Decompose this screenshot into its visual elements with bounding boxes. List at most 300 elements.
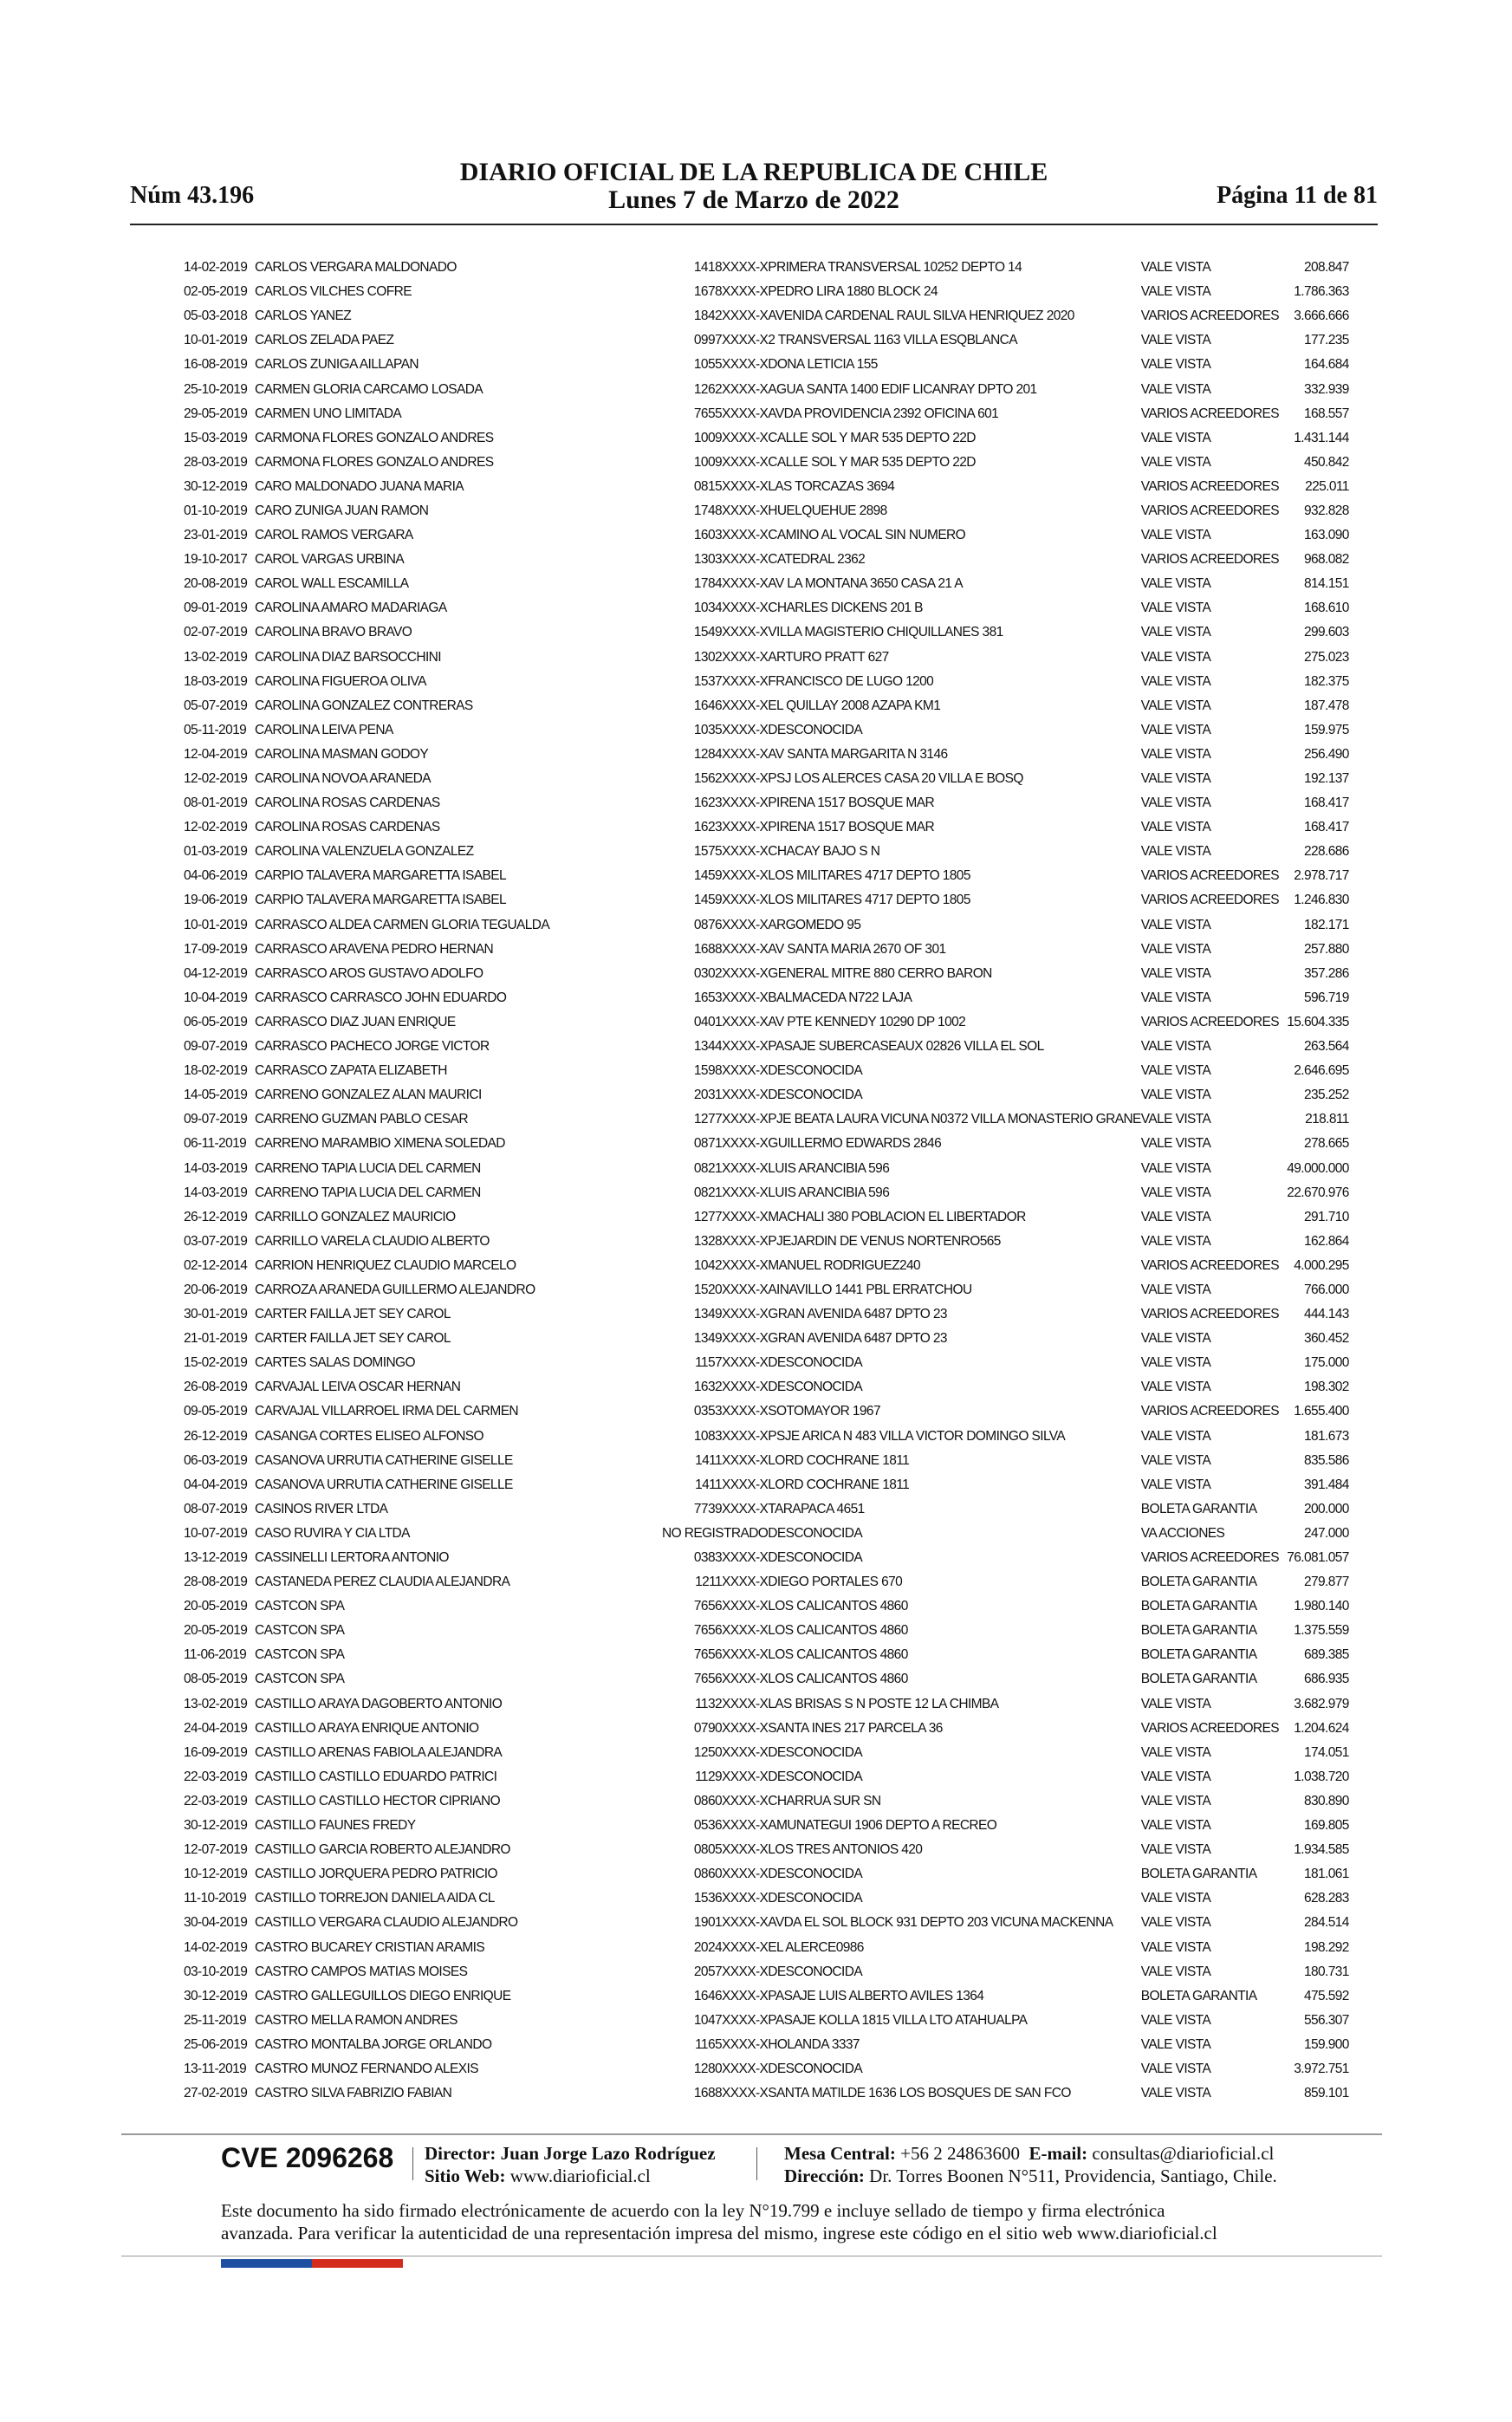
record-payment-type: VALE VISTA xyxy=(1140,1355,1211,1371)
record-amount: 299.603 xyxy=(1303,625,1349,640)
record-payment-type: VARIOS ACREEDORES xyxy=(1140,1550,1279,1566)
record-amount: 556.307 xyxy=(1303,2012,1349,2028)
table-row xyxy=(184,1862,1349,1886)
legal-notice-line: avanzada. Para verificar la autenticidad de una representación impresa del mismo, ingrese este código en el sitio web www.diarioficial.cl xyxy=(221,2223,1217,2243)
record-amount: 180.731 xyxy=(1303,1964,1349,1979)
record-amount: 1.204.624 xyxy=(1294,1720,1349,1736)
record-amount: 4.000.295 xyxy=(1294,1257,1349,1273)
record-date: 05-03-2018 xyxy=(184,308,248,324)
record-address: DESCONOCIDA xyxy=(768,722,863,737)
record-name: CASTRO GALLEGUILLOS DIEGO ENRIQUE xyxy=(255,1988,511,2003)
record-amount: 332.939 xyxy=(1303,381,1349,397)
record-amount: 450.842 xyxy=(1303,454,1349,470)
record-date: 30-04-2019 xyxy=(184,1915,248,1931)
record-address: DESCONOCIDA xyxy=(768,1744,863,1760)
record-name: CAROLINA VALENZUELA GONZALEZ xyxy=(255,844,474,860)
record-address: LUIS ARANCIBIA 596 xyxy=(768,1160,890,1176)
table-row xyxy=(184,548,1349,572)
record-name: CASTRO CAMPOS MATIAS MOISES xyxy=(255,1964,468,1979)
record-payment-type: VALE VISTA xyxy=(1140,1477,1211,1492)
record-amount: 168.610 xyxy=(1303,601,1349,616)
record-date: 13-02-2019 xyxy=(184,649,248,665)
record-rut: 1411XXXX-X xyxy=(695,1452,769,1468)
table-row xyxy=(184,1984,1349,2009)
footer-director-block xyxy=(425,2142,716,2187)
table-row xyxy=(184,426,1349,451)
record-amount: 174.051 xyxy=(1303,1744,1349,1760)
record-address: LOS CALICANTOS 4860 xyxy=(768,1599,908,1614)
legal-notice-line: Este documento ha sido firmado electrónicamente de acuerdo con la ley N°19.799 e incluye sellado de tiempo y firma electrónica xyxy=(221,2200,1165,2221)
table-row xyxy=(184,1132,1349,1156)
table-row xyxy=(184,1667,1349,1692)
record-amount: 247.000 xyxy=(1303,1525,1349,1541)
record-rut: 1688XXXX-X xyxy=(693,941,769,957)
record-name: CARLOS VILCHES COFRE xyxy=(255,284,412,300)
record-address: PASAJE LUIS ALBERTO AVILES 1364 xyxy=(768,1988,984,2003)
record-rut: 1349XXXX-X xyxy=(693,1331,769,1347)
record-rut: 1623XXXX-X xyxy=(693,820,769,835)
record-rut: 1632XXXX-X xyxy=(693,1380,769,1395)
record-date: 13-12-2019 xyxy=(184,1550,248,1566)
record-rut: 1277XXXX-X xyxy=(693,1209,769,1224)
record-date: 08-05-2019 xyxy=(184,1672,248,1687)
record-amount: 218.811 xyxy=(1305,1112,1349,1127)
record-amount: 181.061 xyxy=(1303,1867,1349,1882)
record-address: GRAN AVENIDA 6487 DPTO 23 xyxy=(768,1331,947,1347)
header-divider xyxy=(130,224,1378,225)
record-address: LUIS ARANCIBIA 596 xyxy=(768,1185,890,1200)
record-date: 20-05-2019 xyxy=(184,1623,248,1639)
record-payment-type: VALE VISTA xyxy=(1140,698,1211,713)
record-address: DESCONOCIDA xyxy=(768,2061,863,2076)
record-date: 11-10-2019 xyxy=(184,1891,247,1906)
record-payment-type: VALE VISTA xyxy=(1140,284,1211,300)
record-rut: 1132XXXX-X xyxy=(695,1696,769,1711)
record-date: 12-02-2019 xyxy=(184,820,248,835)
record-payment-type: BOLETA GARANTIA xyxy=(1140,1647,1257,1663)
record-address: SANTA INES 217 PARCELA 36 xyxy=(768,1720,943,1736)
table-row xyxy=(184,1230,1349,1254)
record-address: DESCONOCIDA xyxy=(768,1769,863,1784)
address-label: Dirección: xyxy=(784,2166,865,2186)
record-date: 02-12-2014 xyxy=(184,1257,248,1273)
records-table xyxy=(184,256,1349,2106)
record-rut: 1748XXXX-X xyxy=(693,503,769,518)
record-amount: 3.666.666 xyxy=(1294,308,1349,324)
record-date: 20-05-2019 xyxy=(184,1599,248,1614)
record-rut: 1549XXXX-X xyxy=(693,625,769,640)
record-payment-type: VALE VISTA xyxy=(1140,2061,1211,2076)
record-address: AV LA MONTANA 3650 CASA 21 A xyxy=(768,576,963,592)
record-name: CASTILLO JORQUERA PEDRO PATRICIO xyxy=(255,1867,497,1882)
table-row xyxy=(184,1010,1349,1035)
record-address: LORD COCHRANE 1811 xyxy=(768,1452,910,1468)
table-row xyxy=(184,377,1349,401)
record-rut: 1520XXXX-X xyxy=(693,1282,769,1297)
record-payment-type: VALE VISTA xyxy=(1140,333,1211,348)
website-line xyxy=(425,2165,716,2187)
table-row xyxy=(184,694,1349,718)
table-row xyxy=(184,913,1349,938)
record-name: CASTILLO CASTILLO HECTOR CIPRIANO xyxy=(255,1793,501,1808)
record-address: GRAN AVENIDA 6487 DPTO 23 xyxy=(768,1307,947,1322)
record-name: CASTILLO ARAYA DAGOBERTO ANTONIO xyxy=(255,1696,503,1711)
record-amount: 1.431.144 xyxy=(1294,430,1349,445)
record-rut: 1418XXXX-X xyxy=(693,260,769,276)
record-amount: 284.514 xyxy=(1303,1915,1349,1931)
table-row xyxy=(184,1035,1349,1059)
record-date: 30-12-2019 xyxy=(184,1988,248,2003)
record-amount: 181.673 xyxy=(1303,1428,1349,1444)
record-address: DESCONOCIDA xyxy=(768,1891,863,1906)
record-rut: 7656XXXX-X xyxy=(693,1647,769,1663)
record-name: CARRENO GONZALEZ ALAN MAURICI xyxy=(255,1088,482,1103)
record-payment-type: VALE VISTA xyxy=(1140,673,1211,689)
table-row xyxy=(184,1425,1349,1449)
record-name: CAROL RAMOS VERGARA xyxy=(255,528,413,543)
record-address: LOS CALICANTOS 4860 xyxy=(768,1623,908,1639)
table-row xyxy=(184,1205,1349,1230)
table-row xyxy=(184,864,1349,888)
record-date: 09-07-2019 xyxy=(184,1039,248,1055)
record-address: PSJE ARICA N 483 VILLA VICTOR DOMINGO SILVA xyxy=(768,1428,1066,1444)
record-date: 05-07-2019 xyxy=(184,698,248,713)
record-amount: 225.011 xyxy=(1305,478,1349,494)
record-payment-type: VALE VISTA xyxy=(1140,990,1211,1005)
record-name: CARLOS ZELADA PAEZ xyxy=(255,333,394,348)
record-date: 30-12-2019 xyxy=(184,1818,248,1834)
record-rut: 2057XXXX-X xyxy=(693,1964,769,1979)
record-name: CARMEN GLORIA CARCAMO LOSADA xyxy=(255,381,483,397)
record-address: CALLE SOL Y MAR 535 DEPTO 22D xyxy=(768,430,976,445)
record-address: EL ALERCE0986 xyxy=(768,1939,864,1955)
record-name: CARTER FAILLA JET SEY CAROL xyxy=(255,1307,451,1322)
table-row xyxy=(184,596,1349,620)
table-row xyxy=(184,1083,1349,1107)
record-name: CARRENO MARAMBIO XIMENA SOLEDAD xyxy=(255,1136,505,1152)
record-name: CARRASCO DIAZ JUAN ENRIQUE xyxy=(255,1014,456,1029)
record-address: DESCONOCIDA xyxy=(768,1355,863,1371)
record-date: 26-12-2019 xyxy=(184,1428,248,1444)
record-address: VILLA MAGISTERIO CHIQUILLANES 381 xyxy=(768,625,1003,640)
record-date: 01-03-2019 xyxy=(184,844,248,860)
record-rut: 1842XXXX-X xyxy=(693,308,769,324)
footer-separator xyxy=(412,2147,413,2180)
record-payment-type: BOLETA GARANTIA xyxy=(1140,1988,1257,2003)
table-row xyxy=(184,1473,1349,1497)
table-row xyxy=(184,1570,1349,1594)
table-row xyxy=(184,304,1349,328)
record-amount: 275.023 xyxy=(1303,649,1349,665)
record-rut: 0353XXXX-X xyxy=(693,1404,769,1419)
record-payment-type: VALE VISTA xyxy=(1140,1428,1211,1444)
record-rut: 1280XXXX-X xyxy=(693,2061,769,2076)
record-payment-type: VALE VISTA xyxy=(1140,430,1211,445)
record-amount: 208.847 xyxy=(1303,260,1349,276)
record-amount: 200.000 xyxy=(1303,1501,1349,1516)
record-name: CARRILLO GONZALEZ MAURICIO xyxy=(255,1209,456,1224)
record-payment-type: VALE VISTA xyxy=(1140,1112,1211,1127)
record-amount: 3.682.979 xyxy=(1294,1696,1349,1711)
director-line xyxy=(425,2142,716,2165)
record-rut: 1035XXXX-X xyxy=(693,722,769,737)
record-rut: 1623XXXX-X xyxy=(693,795,769,811)
table-row xyxy=(184,1911,1349,1935)
record-address: MACHALI 380 POBLACION EL LIBERTADOR xyxy=(768,1209,1026,1224)
record-payment-type: VALE VISTA xyxy=(1140,722,1211,737)
record-payment-type: VALE VISTA xyxy=(1140,1380,1211,1395)
record-address: DESCONOCIDA xyxy=(768,1063,863,1079)
record-address: SANTA MATILDE 1636 LOS BOSQUES DE SAN FCO xyxy=(768,2086,1071,2101)
record-name: CASTILLO TORREJON DANIELA AIDA CL xyxy=(255,1891,495,1906)
record-payment-type: VALE VISTA xyxy=(1140,1160,1211,1176)
publication-title: DIARIO OFICIAL DE LA REPUBLICA DE CHILE xyxy=(459,158,1048,186)
record-amount: 76.081.057 xyxy=(1287,1550,1349,1566)
record-payment-type: VALE VISTA xyxy=(1140,2086,1211,2101)
record-date: 17-09-2019 xyxy=(184,941,248,957)
record-name: CASTILLO VERGARA CLAUDIO ALEJANDRO xyxy=(255,1915,518,1931)
record-payment-type: VALE VISTA xyxy=(1140,1233,1211,1249)
record-payment-type: VALE VISTA xyxy=(1140,454,1211,470)
record-name: CASTRO MELLA RAMON ANDRES xyxy=(255,2012,457,2028)
table-row xyxy=(184,402,1349,426)
record-amount: 164.684 xyxy=(1303,357,1349,373)
record-name: CASTCON SPA xyxy=(255,1647,345,1663)
record-name: CASTRO MUNOZ FERNANDO ALEXIS xyxy=(255,2061,478,2076)
record-name: CASTCON SPA xyxy=(255,1623,345,1639)
record-payment-type: VA ACCIONES xyxy=(1140,1525,1225,1541)
record-name: CASTILLO GARCIA ROBERTO ALEJANDRO xyxy=(255,1842,510,1858)
table-row xyxy=(184,1619,1349,1643)
record-date: 06-05-2019 xyxy=(184,1014,248,1029)
table-row xyxy=(184,1351,1349,1375)
record-date: 10-07-2019 xyxy=(184,1525,248,1541)
record-address: ARTURO PRATT 627 xyxy=(768,649,889,665)
record-payment-type: VALE VISTA xyxy=(1140,771,1211,787)
record-amount: 814.151 xyxy=(1303,576,1349,592)
record-rut: 1302XXXX-X xyxy=(693,649,769,665)
table-row xyxy=(184,2081,1349,2106)
record-rut: 1250XXXX-X xyxy=(693,1744,769,1760)
record-payment-type: VARIOS ACREEDORES xyxy=(1140,1307,1279,1322)
record-rut: 0821XXXX-X xyxy=(693,1160,769,1176)
table-row xyxy=(184,1935,1349,1959)
record-date: 16-09-2019 xyxy=(184,1744,248,1760)
record-rut: 1009XXXX-X xyxy=(693,454,769,470)
record-rut: 1784XXXX-X xyxy=(693,576,769,592)
record-date: 04-06-2019 xyxy=(184,868,248,884)
record-amount: 162.864 xyxy=(1303,1233,1349,1249)
record-rut: 0876XXXX-X xyxy=(693,917,769,932)
record-name: CASO RUVIRA Y CIA LTDA xyxy=(255,1525,410,1541)
record-rut: 0536XXXX-X xyxy=(693,1818,769,1834)
record-date: 03-10-2019 xyxy=(184,1964,248,1979)
record-address: FRANCISCO DE LUGO 1200 xyxy=(768,673,934,689)
record-name: CAROLINA ROSAS CARDENAS xyxy=(255,820,440,835)
record-name: CASANGA CORTES ELISEO ALFONSO xyxy=(255,1428,483,1444)
record-payment-type: BOLETA GARANTIA xyxy=(1140,1867,1257,1882)
record-date: 28-08-2019 xyxy=(184,1575,248,1590)
table-row xyxy=(184,572,1349,596)
record-payment-type: VARIOS ACREEDORES xyxy=(1140,1257,1279,1273)
record-payment-type: VALE VISTA xyxy=(1140,381,1211,397)
table-row xyxy=(184,888,1349,912)
record-payment-type: VALE VISTA xyxy=(1140,601,1211,616)
table-row xyxy=(184,1960,1349,1984)
record-name: CASTANEDA PEREZ CLAUDIA ALEJANDRA xyxy=(255,1575,510,1590)
table-row xyxy=(184,767,1349,791)
record-rut: 1055XXXX-X xyxy=(693,357,769,373)
record-payment-type: VARIOS ACREEDORES xyxy=(1140,406,1279,421)
record-address: AVDA PROVIDENCIA 2392 OFICINA 601 xyxy=(768,406,999,421)
record-date: 06-03-2019 xyxy=(184,1452,248,1468)
record-amount: 279.877 xyxy=(1303,1575,1349,1590)
record-payment-type: VARIOS ACREEDORES xyxy=(1140,1720,1279,1736)
record-rut: 7655XXXX-X xyxy=(693,406,769,421)
record-date: 18-02-2019 xyxy=(184,1063,248,1079)
record-address: CATEDRAL 2362 xyxy=(768,552,866,568)
record-date: 01-10-2019 xyxy=(184,503,248,518)
record-amount: 689.385 xyxy=(1303,1647,1349,1663)
record-payment-type: VALE VISTA xyxy=(1140,1088,1211,1103)
record-date: 23-01-2019 xyxy=(184,528,248,543)
record-payment-type: VALE VISTA xyxy=(1140,1793,1211,1808)
record-address: DESCONOCIDA xyxy=(768,1867,863,1882)
record-payment-type: VALE VISTA xyxy=(1140,1891,1211,1906)
record-rut: 1562XXXX-X xyxy=(693,771,769,787)
record-payment-type: VALE VISTA xyxy=(1140,1185,1211,1200)
record-address: 2 TRANSVERSAL 1163 VILLA ESQBLANCA xyxy=(768,333,1017,348)
record-address: PIRENA 1517 BOSQUE MAR xyxy=(768,820,935,835)
record-rut: 1459XXXX-X xyxy=(693,868,769,884)
record-rut: 1411XXXX-X xyxy=(695,1477,769,1492)
record-amount: 49.000.000 xyxy=(1287,1160,1349,1176)
record-name: CAROL WALL ESCAMILLA xyxy=(255,576,409,592)
table-row xyxy=(184,1254,1349,1278)
email-link[interactable]: consultas@diarioficial.cl xyxy=(1092,2143,1275,2164)
address-line xyxy=(784,2165,1277,2187)
record-address: DESCONOCIDA xyxy=(768,1380,863,1395)
record-name: CARO ZUNIGA JUAN RAMON xyxy=(255,503,429,518)
record-date: 25-06-2019 xyxy=(184,2036,248,2052)
record-date: 15-02-2019 xyxy=(184,1355,248,1371)
website-label: Sitio Web: xyxy=(425,2166,506,2186)
record-amount: 256.490 xyxy=(1303,746,1349,762)
record-rut: 0815XXXX-X xyxy=(693,478,769,494)
record-date: 25-10-2019 xyxy=(184,381,248,397)
record-name: CARRASCO CARRASCO JOHN EDUARDO xyxy=(255,990,507,1005)
table-row xyxy=(184,523,1349,548)
record-address: DESCONOCIDA xyxy=(768,1088,863,1103)
record-payment-type: BOLETA GARANTIA xyxy=(1140,1575,1257,1590)
director-label: Director: xyxy=(425,2143,496,2164)
table-row xyxy=(184,1399,1349,1424)
record-address: AMUNATEGUI 1906 DEPTO A RECREO xyxy=(768,1818,997,1834)
record-name: CARO MALDONADO JUANA MARIA xyxy=(255,478,464,494)
record-name: CASTILLO ARAYA ENRIQUE ANTONIO xyxy=(255,1720,479,1736)
table-row xyxy=(184,1838,1349,1862)
record-address: DIEGO PORTALES 670 xyxy=(768,1575,903,1590)
table-row xyxy=(184,1375,1349,1399)
record-payment-type: VALE VISTA xyxy=(1140,1769,1211,1784)
record-date: 18-03-2019 xyxy=(184,673,248,689)
table-row xyxy=(184,280,1349,304)
record-name: CARRION HENRIQUEZ CLAUDIO MARCELO xyxy=(255,1257,516,1273)
record-rut: 0860XXXX-X xyxy=(693,1793,769,1808)
record-date: 04-04-2019 xyxy=(184,1477,248,1492)
record-amount: 257.880 xyxy=(1303,941,1349,957)
record-name: CAROLINA BRAVO BRAVO xyxy=(255,625,412,640)
record-address: AINAVILLO 1441 PBL ERRATCHOU xyxy=(768,1282,972,1297)
table-row xyxy=(184,1278,1349,1302)
record-payment-type: VALE VISTA xyxy=(1140,1744,1211,1760)
record-date: 08-07-2019 xyxy=(184,1501,248,1516)
record-name: CASTILLO CASTILLO EDUARDO PATRICI xyxy=(255,1769,497,1784)
record-payment-type: VALE VISTA xyxy=(1140,965,1211,981)
record-address: LAS TORCAZAS 3694 xyxy=(768,478,895,494)
record-rut: 0383XXXX-X xyxy=(693,1550,769,1566)
record-amount: 1.246.830 xyxy=(1294,893,1349,908)
record-date: 14-03-2019 xyxy=(184,1160,248,1176)
record-amount: 235.252 xyxy=(1303,1088,1349,1103)
record-rut: 1459XXXX-X xyxy=(693,893,769,908)
record-name: CARRENO GUZMAN PABLO CESAR xyxy=(255,1112,468,1127)
record-amount: 1.655.400 xyxy=(1294,1404,1349,1419)
record-payment-type: VALE VISTA xyxy=(1140,1915,1211,1931)
record-payment-type: VALE VISTA xyxy=(1140,1696,1211,1711)
record-name: CASTILLO FAUNES FREDY xyxy=(255,1818,416,1834)
record-address: LOS TRES ANTONIOS 420 xyxy=(768,1842,923,1858)
record-name: CARLOS ZUNIGA AILLAPAN xyxy=(255,357,419,373)
record-address: PEDRO LIRA 1880 BLOCK 24 xyxy=(768,284,938,300)
record-address: PRIMERA TRANSVERSAL 10252 DEPTO 14 xyxy=(768,260,1022,276)
record-name: CARLOS VERGARA MALDONADO xyxy=(255,260,457,276)
record-name: CAROLINA AMARO MADARIAGA xyxy=(255,601,447,616)
record-date: 09-07-2019 xyxy=(184,1112,248,1127)
record-payment-type: VARIOS ACREEDORES xyxy=(1140,503,1279,518)
record-name: CASTCON SPA xyxy=(255,1672,345,1687)
record-address: LOS MILITARES 4717 DEPTO 1805 xyxy=(768,868,970,884)
table-row xyxy=(184,1765,1349,1789)
record-payment-type: VARIOS ACREEDORES xyxy=(1140,308,1279,324)
table-row xyxy=(184,1107,1349,1132)
record-amount: 475.592 xyxy=(1303,1988,1349,2003)
record-rut: 1537XXXX-X xyxy=(693,673,769,689)
website-link[interactable]: www.diarioficial.cl xyxy=(509,2166,651,2186)
record-payment-type: VALE VISTA xyxy=(1140,746,1211,762)
page-number: Página 11 de 81 xyxy=(1217,182,1378,209)
record-address: SOTOMAYOR 1967 xyxy=(768,1404,880,1419)
record-payment-type: VARIOS ACREEDORES xyxy=(1140,552,1279,568)
table-row xyxy=(184,1789,1349,1814)
record-date: 28-03-2019 xyxy=(184,454,248,470)
record-rut: 1646XXXX-X xyxy=(693,1988,769,2003)
record-amount: 686.935 xyxy=(1303,1672,1349,1687)
table-row xyxy=(184,791,1349,815)
record-rut: 1598XXXX-X xyxy=(693,1063,769,1079)
record-name: CASTRO SILVA FABRIZIO FABIAN xyxy=(255,2086,452,2101)
record-amount: 198.292 xyxy=(1303,1939,1349,1955)
record-date: 19-10-2017 xyxy=(184,552,248,568)
record-date: 10-04-2019 xyxy=(184,990,248,1005)
footer-divider xyxy=(121,2133,1382,2135)
table-row xyxy=(184,620,1349,645)
address-value: Dr. Torres Boonen N°511, Providencia, Santiago, Chile. xyxy=(869,2166,1277,2186)
record-amount: 2.978.717 xyxy=(1294,868,1349,884)
record-date: 26-12-2019 xyxy=(184,1209,248,1224)
record-amount: 159.975 xyxy=(1303,722,1349,737)
record-address: HUELQUEHUE 2898 xyxy=(768,503,887,518)
